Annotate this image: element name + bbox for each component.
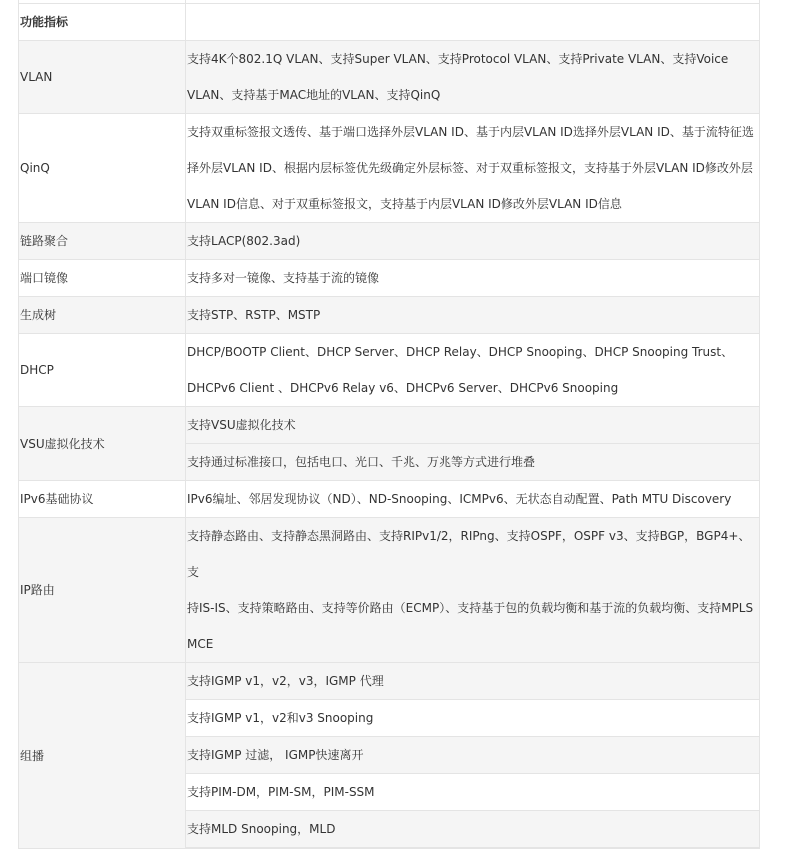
row-value bbox=[186, 41, 760, 114]
spec-table bbox=[18, 0, 760, 849]
header-empty bbox=[186, 4, 760, 41]
row-mirror bbox=[19, 260, 760, 297]
row-label: VSU虚拟化技术 bbox=[19, 407, 186, 481]
value-line: DHCPv6 Client 、DHCPv6 Relay v6、DHCPv6 Server、DHCPv6 Snooping bbox=[187, 381, 619, 395]
row-iproute bbox=[19, 518, 760, 663]
row-label: DHCP bbox=[19, 334, 186, 407]
row-value: 支持多对一镜像、支持基于流的镜像 bbox=[186, 260, 760, 297]
row-value: 支持IGMP v1，v2，v3，IGMP 代理 bbox=[186, 663, 760, 700]
row-value: 支持MLD Snooping，MLD bbox=[186, 811, 760, 848]
row-label: 组播 bbox=[19, 663, 186, 849]
row-ipv6 bbox=[19, 481, 760, 518]
row-value: 支持IGMP v1，v2和v3 Snooping bbox=[186, 700, 760, 737]
row-lag bbox=[19, 223, 760, 260]
header-title: 功能指标 bbox=[19, 4, 186, 41]
row-label: VLAN bbox=[19, 41, 186, 114]
row-value: IPv6编址、邻居发现协议（ND）、ND-Snooping、ICMPv6、无状态自动配置、Path MTU Discovery bbox=[186, 481, 760, 518]
table-header-row bbox=[19, 4, 760, 41]
row-value: 支持通过标准接口，包括电口、光口、千兆、万兆等方式进行堆叠 bbox=[186, 444, 760, 481]
value-line: VLAN ID信息、对于双重标签报文，支持基于内层VLAN ID修改外层VLAN ID信息 bbox=[187, 197, 622, 211]
row-value bbox=[186, 114, 760, 223]
row-value bbox=[186, 518, 760, 663]
row-label: 生成树 bbox=[19, 297, 186, 334]
row-value: 支持LACP(802.3ad) bbox=[186, 223, 760, 260]
row-label: 链路聚合 bbox=[19, 223, 186, 260]
row-vsu bbox=[19, 407, 760, 444]
row-value: 支持STP、RSTP、MSTP bbox=[186, 297, 760, 334]
row-label: IPv6基础协议 bbox=[19, 481, 186, 518]
row-label: QinQ bbox=[19, 114, 186, 223]
row-value: 支持VSU虚拟化技术 bbox=[186, 407, 760, 444]
row-value bbox=[186, 334, 760, 407]
value-line: 支持静态路由、支持静态黑洞路由、支持RIPv1/2，RIPng、支持OSPF，OSPF v3、支持BGP，BGP4+、支 bbox=[187, 529, 751, 579]
value-line: 支持4K个802.1Q VLAN、支持Super VLAN、支持Protocol VLAN、支持Private VLAN、支持Voice bbox=[187, 52, 729, 66]
row-stp bbox=[19, 297, 760, 334]
row-dhcp bbox=[19, 334, 760, 407]
row-value-empty bbox=[186, 848, 760, 849]
spec-table-wrapper bbox=[18, 0, 759, 849]
value-line: 持IS-IS、支持策略路由、支持等价路由（ECMP）、支持基于包的负载均衡和基于流的负载均衡、支持MPLS bbox=[187, 601, 754, 615]
value-line: 支持双重标签报文透传、基于端口选择外层VLAN ID、基于内层VLAN ID选择外层VLAN ID、基于流特征选 bbox=[187, 125, 754, 139]
value-line: MCE bbox=[187, 637, 214, 651]
row-value: 支持PIM-DM，PIM-SM，PIM-SSM bbox=[186, 774, 760, 811]
row-multicast bbox=[19, 663, 760, 700]
row-label: 端口镜像 bbox=[19, 260, 186, 297]
value-line: VLAN、支持基于MAC地址的VLAN、支持QinQ bbox=[187, 88, 441, 102]
row-qinq bbox=[19, 114, 760, 223]
value-line: 择外层VLAN ID、根据内层标签优先级确定外层标签、对于双重标签报文，支持基于外层VLAN ID修改外层 bbox=[187, 161, 753, 175]
row-label: IP路由 bbox=[19, 518, 186, 663]
row-vlan bbox=[19, 41, 760, 114]
row-value: 支持IGMP 过滤， IGMP快速离开 bbox=[186, 737, 760, 774]
value-line: DHCP/BOOTP Client、DHCP Server、DHCP Relay、DHCP Snooping、DHCP Snooping Trust、 bbox=[187, 345, 734, 359]
